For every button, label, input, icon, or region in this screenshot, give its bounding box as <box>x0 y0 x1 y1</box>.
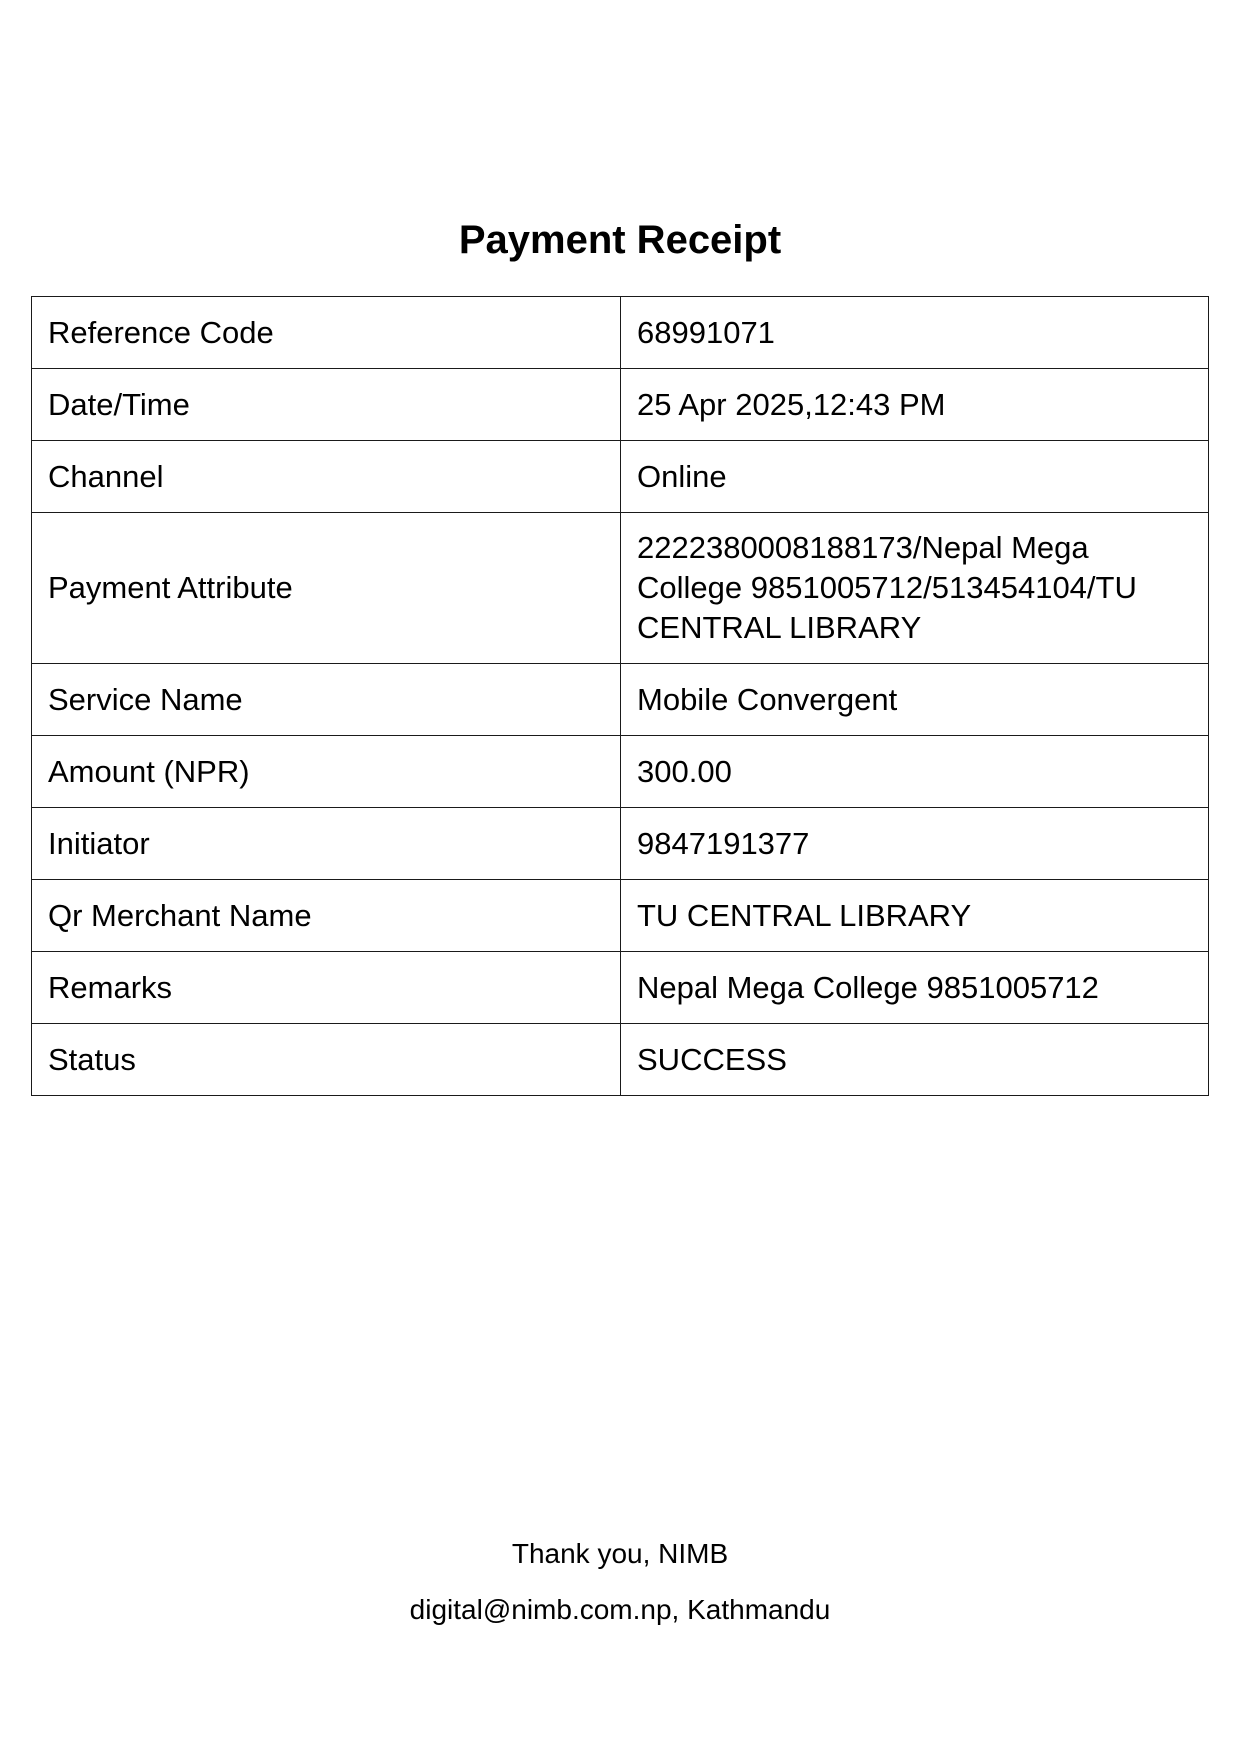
payment-attribute-value <box>621 513 1209 664</box>
table-row <box>32 513 1209 664</box>
channel-label: Channel <box>32 441 621 513</box>
payment-attribute-line: 2222380008188173/Nepal Mega <box>637 530 1089 565</box>
status-label: Status <box>32 1024 621 1096</box>
table-row <box>32 880 1209 952</box>
table-row <box>32 297 1209 369</box>
channel-value: Online <box>621 441 1209 513</box>
page-title: Payment Receipt <box>458 218 782 262</box>
table-row <box>32 952 1209 1024</box>
footer-contact: digital@nimb.com.np, Kathmandu <box>409 1594 831 1625</box>
payment-attribute-line: College 9851005712/513454104/TU <box>637 570 1137 605</box>
service-name-label: Service Name <box>32 664 621 736</box>
reference-code-label: Reference Code <box>32 297 621 369</box>
amount-value: 300.00 <box>621 736 1209 808</box>
remarks-label: Remarks <box>32 952 621 1024</box>
payment-attribute-label: Payment Attribute <box>32 513 621 664</box>
table-row <box>32 369 1209 441</box>
table-row <box>32 1024 1209 1096</box>
amount-label: Amount (NPR) <box>32 736 621 808</box>
table-row <box>32 808 1209 880</box>
qr-merchant-name-label: Qr Merchant Name <box>32 880 621 952</box>
reference-code-value: 68991071 <box>621 297 1209 369</box>
initiator-label: Initiator <box>32 808 621 880</box>
date-time-value: 25 Apr 2025,12:43 PM <box>621 369 1209 441</box>
footer-thanks: Thank you, NIMB <box>511 1538 729 1569</box>
table-row <box>32 441 1209 513</box>
date-time-label: Date/Time <box>32 369 621 441</box>
initiator-value: 9847191377 <box>621 808 1209 880</box>
qr-merchant-name-value: TU CENTRAL LIBRARY <box>621 880 1209 952</box>
payment-attribute-line: CENTRAL LIBRARY <box>637 610 922 645</box>
service-name-value: Mobile Convergent <box>621 664 1209 736</box>
table-row <box>32 664 1209 736</box>
receipt-table <box>31 296 1209 1096</box>
table-row <box>32 736 1209 808</box>
status-value: SUCCESS <box>621 1024 1209 1096</box>
remarks-value: Nepal Mega College 9851005712 <box>621 952 1209 1024</box>
